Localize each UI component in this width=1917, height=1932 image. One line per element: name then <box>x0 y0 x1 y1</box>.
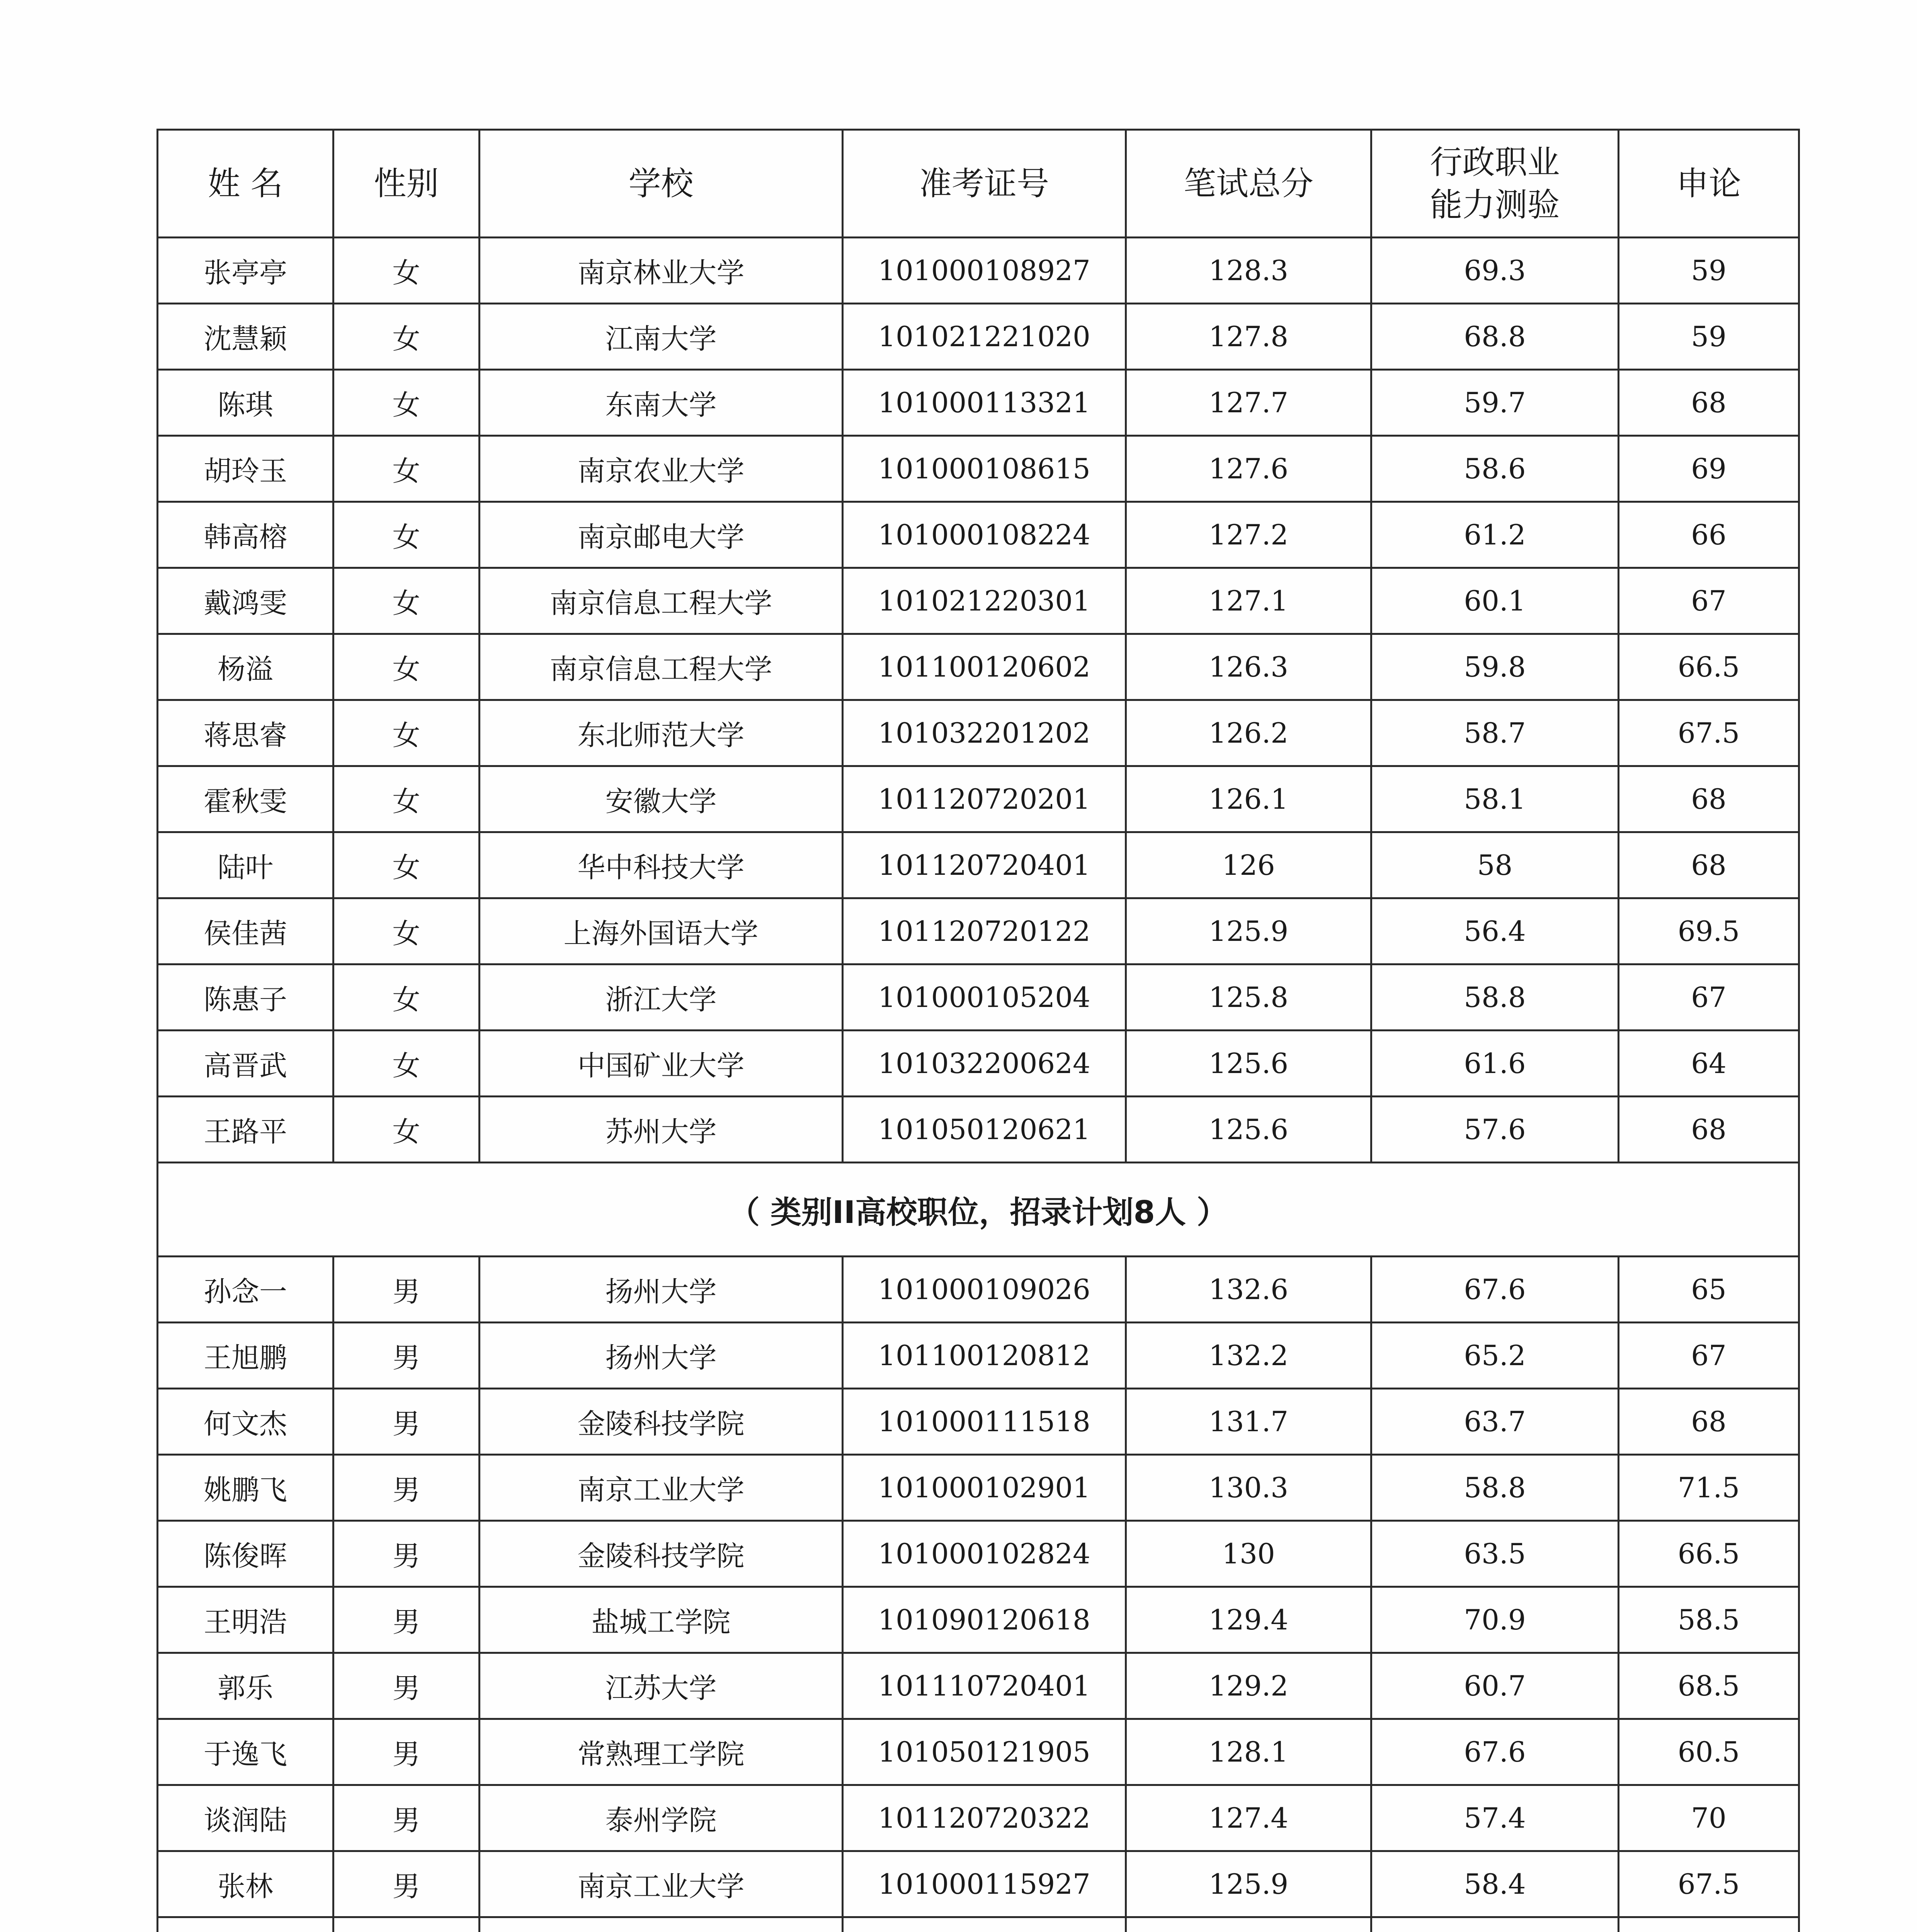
candidate-aptitude-score: 58.8 <box>1371 1455 1619 1521</box>
candidate-aptitude-score: 60.1 <box>1371 568 1619 634</box>
candidate-written-total: 132.6 <box>1126 1257 1371 1323</box>
candidate-gender: 女 <box>333 370 480 436</box>
candidate-exam-number: 101000109026 <box>843 1257 1126 1323</box>
candidate-school: 南京工业大学 <box>480 1455 843 1521</box>
candidate-aptitude-score: 59.7 <box>1371 370 1619 436</box>
candidate-written-total: 125.9 <box>1126 898 1371 964</box>
candidate-gender: 女 <box>333 898 480 964</box>
candidate-written-total: 130.3 <box>1126 1455 1371 1521</box>
table-row <box>158 1719 1799 1785</box>
candidate-aptitude-score: 58.1 <box>1371 766 1619 832</box>
table-row <box>158 1587 1799 1653</box>
table-row <box>158 1257 1799 1323</box>
candidate-name: 王路平 <box>158 1097 333 1163</box>
candidate-exam-number: 101000108615 <box>843 436 1126 502</box>
candidate-aptitude-score: 69.3 <box>1371 238 1619 304</box>
candidate-school: 扬州大学 <box>480 1257 843 1323</box>
candidate-aptitude-score: 68.8 <box>1371 304 1619 370</box>
candidate-written-total: 126 <box>1126 832 1371 898</box>
candidate-gender: 男 <box>333 1719 480 1785</box>
candidate-school: 金陵科技学院 <box>480 1521 843 1587</box>
candidate-school: 南京工业大学 <box>480 1851 843 1917</box>
header-school: 学校 <box>480 130 843 238</box>
table-row <box>158 1785 1799 1851</box>
candidate-aptitude-score <box>1371 1917 1619 1932</box>
candidate-name: 陈俊晖 <box>158 1521 333 1587</box>
table-row <box>158 1389 1799 1455</box>
candidate-written-total: 127.7 <box>1126 370 1371 436</box>
candidate-name: 王旭鹏 <box>158 1323 333 1389</box>
candidate-essay-score: 71.5 <box>1619 1455 1799 1521</box>
header-aptitude-line2: 能力测验 <box>1430 186 1560 224</box>
candidate-essay-score: 66 <box>1619 502 1799 568</box>
candidate-name: 陆叶 <box>158 832 333 898</box>
candidate-name: 陈琪 <box>158 370 333 436</box>
candidate-exam-number: 101000108927 <box>843 238 1126 304</box>
candidate-exam-number <box>843 1917 1126 1932</box>
candidate-essay-score: 68 <box>1619 370 1799 436</box>
candidate-written-total: 125.6 <box>1126 1031 1371 1097</box>
candidate-name <box>158 1917 333 1932</box>
candidate-gender: 男 <box>333 1323 480 1389</box>
section-row <box>158 1163 1799 1257</box>
candidate-aptitude-score: 65.2 <box>1371 1323 1619 1389</box>
candidate-written-total: 126.2 <box>1126 700 1371 766</box>
candidate-essay-score <box>1619 1917 1799 1932</box>
candidate-exam-number: 101000105204 <box>843 964 1126 1031</box>
table-row <box>158 304 1799 370</box>
candidate-essay-score: 67.5 <box>1619 1851 1799 1917</box>
table-row <box>158 700 1799 766</box>
candidate-school: 泰州学院 <box>480 1785 843 1851</box>
table-row <box>158 436 1799 502</box>
candidate-exam-number: 101000113321 <box>843 370 1126 436</box>
candidate-written-total: 125.6 <box>1126 1097 1371 1163</box>
candidate-essay-score: 67.5 <box>1619 700 1799 766</box>
table-row <box>158 1097 1799 1163</box>
table-row <box>158 634 1799 700</box>
candidate-written-total: 127.4 <box>1126 1785 1371 1851</box>
candidate-exam-number: 101120720322 <box>843 1785 1126 1851</box>
candidate-gender: 女 <box>333 436 480 502</box>
table-row <box>158 964 1799 1031</box>
candidate-aptitude-score: 63.7 <box>1371 1389 1619 1455</box>
candidate-name: 郭乐 <box>158 1653 333 1719</box>
table-row <box>158 1917 1799 1932</box>
candidate-written-total: 130 <box>1126 1521 1371 1587</box>
candidate-name: 姚鹏飞 <box>158 1455 333 1521</box>
candidate-essay-score: 68 <box>1619 832 1799 898</box>
candidate-gender: 女 <box>333 1031 480 1097</box>
table-row <box>158 1455 1799 1521</box>
table-header-row <box>158 130 1799 238</box>
candidate-name: 蒋思睿 <box>158 700 333 766</box>
candidate-name: 于逸飞 <box>158 1719 333 1785</box>
table-row <box>158 502 1799 568</box>
candidate-aptitude-score: 57.4 <box>1371 1785 1619 1851</box>
candidate-essay-score: 70 <box>1619 1785 1799 1851</box>
candidate-name: 胡玲玉 <box>158 436 333 502</box>
candidate-school: 中国矿业大学 <box>480 1031 843 1097</box>
candidate-exam-number: 101120720122 <box>843 898 1126 964</box>
candidate-school: 盐城工学院 <box>480 1587 843 1653</box>
candidate-exam-number: 101000102824 <box>843 1521 1126 1587</box>
candidate-school: 华中科技大学 <box>480 832 843 898</box>
candidate-essay-score: 67 <box>1619 964 1799 1031</box>
candidate-essay-score: 58.5 <box>1619 1587 1799 1653</box>
candidate-school: 安徽大学 <box>480 766 843 832</box>
candidate-gender: 女 <box>333 832 480 898</box>
candidate-exam-number: 101100120602 <box>843 634 1126 700</box>
candidate-essay-score: 68.5 <box>1619 1653 1799 1719</box>
candidate-essay-score: 69 <box>1619 436 1799 502</box>
candidate-essay-score: 67 <box>1619 1323 1799 1389</box>
candidate-essay-score: 60.5 <box>1619 1719 1799 1785</box>
table-row <box>158 832 1799 898</box>
candidate-name: 韩高榕 <box>158 502 333 568</box>
candidate-aptitude-score: 60.7 <box>1371 1653 1619 1719</box>
candidate-aptitude-score: 67.6 <box>1371 1257 1619 1323</box>
table-row <box>158 1653 1799 1719</box>
candidate-name: 霍秋雯 <box>158 766 333 832</box>
candidate-gender: 女 <box>333 238 480 304</box>
candidate-gender: 男 <box>333 1851 480 1917</box>
candidate-essay-score: 68 <box>1619 1097 1799 1163</box>
candidate-written-total: 125.8 <box>1126 964 1371 1031</box>
candidate-gender: 男 <box>333 1257 480 1323</box>
candidate-written-total: 127.8 <box>1126 304 1371 370</box>
table-row <box>158 238 1799 304</box>
candidate-school: 常熟理工学院 <box>480 1719 843 1785</box>
table-row <box>158 898 1799 964</box>
candidate-essay-score: 65 <box>1619 1257 1799 1323</box>
candidate-exam-number: 101120720401 <box>843 832 1126 898</box>
candidate-exam-number: 101021220301 <box>843 568 1126 634</box>
candidate-school: 南京信息工程大学 <box>480 568 843 634</box>
table-row <box>158 766 1799 832</box>
candidate-exam-number: 101050121905 <box>843 1719 1126 1785</box>
candidate-school: 南京信息工程大学 <box>480 634 843 700</box>
candidate-name: 何文杰 <box>158 1389 333 1455</box>
candidate-essay-score: 66.5 <box>1619 634 1799 700</box>
candidate-exam-number: 101032200624 <box>843 1031 1126 1097</box>
candidate-exam-number: 101000111518 <box>843 1389 1126 1455</box>
candidate-written-total: 128.1 <box>1126 1719 1371 1785</box>
candidate-gender: 女 <box>333 700 480 766</box>
candidate-essay-score: 68 <box>1619 1389 1799 1455</box>
table-row <box>158 1521 1799 1587</box>
candidate-school: 扬州大学 <box>480 1323 843 1389</box>
group1-body <box>158 238 1799 1163</box>
candidate-school: 南京邮电大学 <box>480 502 843 568</box>
candidate-written-total: 127.2 <box>1126 502 1371 568</box>
candidate-name: 沈慧颖 <box>158 304 333 370</box>
candidate-gender: 男 <box>333 1455 480 1521</box>
candidate-exam-number: 101000108224 <box>843 502 1126 568</box>
candidate-exam-number: 101021221020 <box>843 304 1126 370</box>
candidate-aptitude-score: 57.6 <box>1371 1097 1619 1163</box>
candidate-essay-score: 64 <box>1619 1031 1799 1097</box>
candidate-aptitude-score: 61.6 <box>1371 1031 1619 1097</box>
candidate-aptitude-score: 59.8 <box>1371 634 1619 700</box>
candidate-aptitude-score: 58.8 <box>1371 964 1619 1031</box>
candidate-name: 戴鸿雯 <box>158 568 333 634</box>
candidate-name: 杨溢 <box>158 634 333 700</box>
candidate-gender: 女 <box>333 766 480 832</box>
candidate-essay-score: 67 <box>1619 568 1799 634</box>
candidate-school: 浙江大学 <box>480 964 843 1031</box>
candidate-written-total: 125.9 <box>1126 1851 1371 1917</box>
candidate-written-total <box>1126 1917 1371 1932</box>
candidate-written-total: 131.7 <box>1126 1389 1371 1455</box>
candidate-aptitude-score: 67.6 <box>1371 1719 1619 1785</box>
candidate-name: 张亭亭 <box>158 238 333 304</box>
candidate-essay-score: 59 <box>1619 304 1799 370</box>
candidate-score-table <box>156 129 1800 1932</box>
header-aptitude-test <box>1371 130 1619 238</box>
candidate-name: 张林 <box>158 1851 333 1917</box>
candidate-aptitude-score: 56.4 <box>1371 898 1619 964</box>
candidate-exam-number: 101032201202 <box>843 700 1126 766</box>
candidate-aptitude-score: 63.5 <box>1371 1521 1619 1587</box>
candidate-school: 东北师范大学 <box>480 700 843 766</box>
candidate-aptitude-score: 58 <box>1371 832 1619 898</box>
header-exam-number: 准考证号 <box>843 130 1126 238</box>
table-row <box>158 370 1799 436</box>
candidate-school: 江苏大学 <box>480 1653 843 1719</box>
candidate-essay-score: 66.5 <box>1619 1521 1799 1587</box>
candidate-exam-number: 101050120621 <box>843 1097 1126 1163</box>
candidate-gender: 女 <box>333 568 480 634</box>
candidate-written-total: 126.1 <box>1126 766 1371 832</box>
candidate-gender: 女 <box>333 1097 480 1163</box>
candidate-name: 孙念一 <box>158 1257 333 1323</box>
candidate-gender <box>333 1917 480 1932</box>
candidate-exam-number: 101120720201 <box>843 766 1126 832</box>
candidate-school: 南京农业大学 <box>480 436 843 502</box>
table-row <box>158 568 1799 634</box>
candidate-gender: 女 <box>333 964 480 1031</box>
group2-body <box>158 1257 1799 1932</box>
candidate-school <box>480 1917 843 1932</box>
candidate-school: 江南大学 <box>480 304 843 370</box>
candidate-written-total: 128.3 <box>1126 238 1371 304</box>
candidate-exam-number: 101000115927 <box>843 1851 1126 1917</box>
candidate-gender: 男 <box>333 1587 480 1653</box>
header-gender: 性别 <box>333 130 480 238</box>
candidate-gender: 男 <box>333 1785 480 1851</box>
candidate-written-total: 126.3 <box>1126 634 1371 700</box>
candidate-school: 南京林业大学 <box>480 238 843 304</box>
candidate-school: 东南大学 <box>480 370 843 436</box>
candidate-name: 谈润陆 <box>158 1785 333 1851</box>
header-name: 姓 名 <box>158 130 333 238</box>
candidate-aptitude-score: 58.6 <box>1371 436 1619 502</box>
table-row <box>158 1851 1799 1917</box>
candidate-essay-score: 69.5 <box>1619 898 1799 964</box>
candidate-gender: 男 <box>333 1521 480 1587</box>
candidate-name: 高晋武 <box>158 1031 333 1097</box>
candidate-written-total: 129.4 <box>1126 1587 1371 1653</box>
candidate-gender: 女 <box>333 304 480 370</box>
candidate-written-total: 127.6 <box>1126 436 1371 502</box>
candidate-aptitude-score: 61.2 <box>1371 502 1619 568</box>
header-aptitude-line1: 行政职业 <box>1430 143 1560 181</box>
candidate-school: 苏州大学 <box>480 1097 843 1163</box>
candidate-aptitude-score: 58.4 <box>1371 1851 1619 1917</box>
candidate-essay-score: 68 <box>1619 766 1799 832</box>
candidate-name: 陈惠子 <box>158 964 333 1031</box>
section-divider <box>158 1163 1799 1257</box>
candidate-exam-number: 101110720401 <box>843 1653 1126 1719</box>
candidate-gender: 女 <box>333 502 480 568</box>
table-row <box>158 1323 1799 1389</box>
candidate-written-total: 132.2 <box>1126 1323 1371 1389</box>
candidate-exam-number: 101100120812 <box>843 1323 1126 1389</box>
candidate-exam-number: 101000102901 <box>843 1455 1126 1521</box>
header-written-total: 笔试总分 <box>1126 130 1371 238</box>
candidate-school: 上海外国语大学 <box>480 898 843 964</box>
candidate-aptitude-score: 70.9 <box>1371 1587 1619 1653</box>
header-essay: 申论 <box>1619 130 1799 238</box>
candidate-aptitude-score: 58.7 <box>1371 700 1619 766</box>
candidate-school: 金陵科技学院 <box>480 1389 843 1455</box>
candidate-written-total: 127.1 <box>1126 568 1371 634</box>
candidate-name: 王明浩 <box>158 1587 333 1653</box>
table-row <box>158 1031 1799 1097</box>
candidate-essay-score: 59 <box>1619 238 1799 304</box>
section-title: （ 类别II高校职位，招录计划8人 ） <box>158 1163 1799 1257</box>
candidate-gender: 男 <box>333 1389 480 1455</box>
candidate-exam-number: 101090120618 <box>843 1587 1126 1653</box>
candidate-gender: 男 <box>333 1653 480 1719</box>
candidate-gender: 女 <box>333 634 480 700</box>
candidate-name: 侯佳茜 <box>158 898 333 964</box>
candidate-written-total: 129.2 <box>1126 1653 1371 1719</box>
